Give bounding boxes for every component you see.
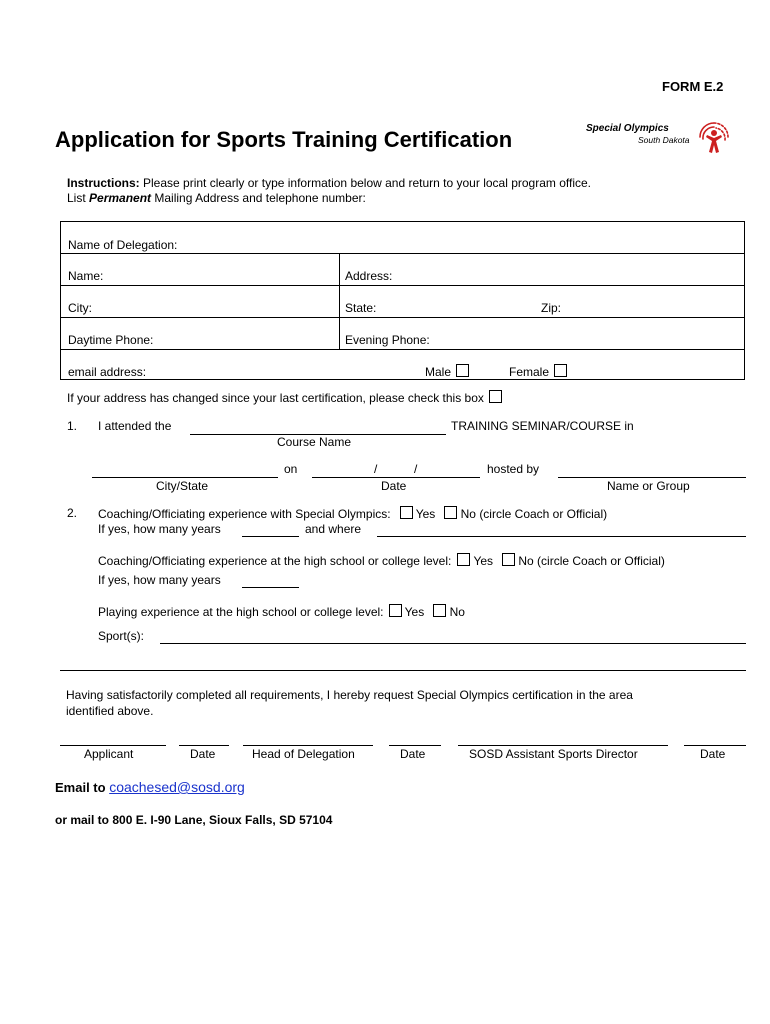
hs-coaching-no-checkbox[interactable]: [502, 553, 515, 566]
female-label: Female: [509, 365, 550, 379]
section1-number: 1.: [67, 419, 78, 433]
city-label[interactable]: City:: [68, 301, 92, 315]
on-text: on: [284, 462, 298, 476]
instructions-line2-before: List: [67, 191, 90, 205]
table-divider: [61, 285, 744, 286]
table-divider: [61, 349, 744, 350]
female-option[interactable]: [509, 364, 567, 379]
delegation-label[interactable]: Name of Delegation:: [68, 238, 178, 252]
so-where-field[interactable]: [377, 536, 746, 537]
instructions-line2-after: Mailing Address and telephone number:: [151, 191, 366, 205]
director-date-line[interactable]: [684, 745, 746, 746]
so-years-label: If yes, how many years: [98, 522, 221, 536]
section-divider: [60, 670, 746, 671]
director-caption: SOSD Assistant Sports Director: [469, 747, 638, 761]
so-coaching-question: Coaching/Officiating experience with Special Olympics:: [98, 507, 391, 521]
course-name-caption: Course Name: [277, 435, 352, 449]
table-column-divider: [339, 253, 340, 349]
email-prefix: Email to: [55, 780, 110, 795]
date-caption: Date: [381, 479, 407, 493]
zip-label[interactable]: Zip:: [541, 301, 562, 315]
seminar-text: TRAINING SEMINAR/COURSE in: [451, 419, 634, 433]
hs-years-label: If yes, how many years: [98, 573, 221, 587]
sports-label: Sport(s):: [98, 629, 145, 643]
table-divider: [61, 317, 744, 318]
applicant-date-caption: Date: [190, 747, 216, 761]
director-signature-line[interactable]: [458, 745, 668, 746]
playing-yes-label: Yes: [404, 605, 425, 619]
form-id: FORM E.2: [662, 79, 724, 94]
instructions-text: Please print clearly or type information below and return to your local program office.: [143, 176, 592, 190]
hs-coaching-question: Coaching/Officiating experience at the high school or college level:: [98, 554, 452, 568]
special-olympics-logo: [586, 117, 736, 159]
male-label: Male: [425, 365, 452, 379]
so-coaching-yes-checkbox[interactable]: [400, 506, 413, 519]
head-delegation-caption: Head of Delegation: [252, 747, 355, 761]
director-date-caption: Date: [700, 747, 726, 761]
hs-coaching-no-label: No (circle Coach or Official): [518, 554, 665, 568]
so-coaching-no-checkbox[interactable]: [444, 506, 457, 519]
date-slash-1: /: [374, 462, 378, 476]
instructions-emphasis: Permanent: [89, 191, 152, 205]
instructions-label: Instructions:: [67, 176, 140, 190]
playing-question: Playing experience at the high school or college level:: [98, 605, 384, 619]
email-row: [55, 779, 245, 797]
city-state-caption: City/State: [156, 479, 209, 493]
certification-statement-line2: identified above.: [66, 704, 154, 718]
applicant-caption: Applicant: [84, 747, 134, 761]
page-title: Application for Sports Training Certification: [55, 127, 513, 152]
male-checkbox[interactable]: [456, 364, 469, 377]
hs-years-field[interactable]: [242, 587, 299, 588]
contact-info-table: [60, 221, 745, 380]
head-delegation-signature-line[interactable]: [243, 745, 373, 746]
email-label[interactable]: email address:: [68, 365, 147, 379]
address-changed-checkbox[interactable]: [489, 390, 502, 403]
hs-coaching-row: [98, 553, 665, 568]
name-group-caption: Name or Group: [607, 479, 690, 493]
head-delegation-date-caption: Date: [400, 747, 426, 761]
special-olympics-figure-icon: [694, 117, 734, 157]
sports-field[interactable]: [160, 643, 746, 644]
male-option[interactable]: [425, 364, 469, 379]
attended-text: I attended the: [98, 419, 172, 433]
so-years-field[interactable]: [242, 536, 299, 537]
table-divider: [61, 253, 744, 254]
playing-row: [98, 604, 465, 619]
address-changed-text: If your address has changed since your last certification, please check this box: [67, 391, 484, 405]
address-label[interactable]: Address:: [345, 269, 393, 283]
hs-coaching-yes-label: Yes: [473, 554, 494, 568]
logo-text-line1: Special Olympics: [586, 123, 669, 134]
date-slash-2: /: [414, 462, 418, 476]
evening-phone-label[interactable]: Evening Phone:: [345, 333, 430, 347]
email-link[interactable]: coachesed@sosd.org: [109, 779, 245, 795]
female-checkbox[interactable]: [554, 364, 567, 377]
daytime-phone-label[interactable]: Daytime Phone:: [68, 333, 154, 347]
city-state-field[interactable]: [92, 477, 278, 478]
logo-text-line2: South Dakota: [638, 135, 690, 145]
mail-address: or mail to 800 E. I-90 Lane, Sioux Falls, SD 57104: [55, 813, 333, 827]
so-coaching-no-label: No (circle Coach or Official): [460, 507, 608, 521]
so-coaching-yes-label: Yes: [415, 507, 436, 521]
so-coaching-row: [98, 506, 607, 521]
hs-coaching-yes-checkbox[interactable]: [457, 553, 470, 566]
playing-no-checkbox[interactable]: [433, 604, 446, 617]
instructions-line1: [67, 176, 591, 190]
applicant-signature-line[interactable]: [60, 745, 166, 746]
applicant-date-line[interactable]: [179, 745, 229, 746]
playing-no-label: No: [449, 605, 465, 619]
hosted-by-text: hosted by: [487, 462, 540, 476]
head-delegation-date-line[interactable]: [389, 745, 441, 746]
name-label[interactable]: Name:: [68, 269, 104, 283]
state-label[interactable]: State:: [345, 301, 377, 315]
address-changed-row[interactable]: [67, 390, 502, 405]
certification-statement: Having satisfactorily completed all requirements, I hereby request Special Olympics certification in the area: [66, 688, 633, 702]
date-field[interactable]: [312, 477, 480, 478]
playing-yes-checkbox[interactable]: [389, 604, 402, 617]
instructions-line2: [67, 191, 366, 205]
host-name-field[interactable]: [558, 477, 746, 478]
and-where-label: and where: [305, 522, 362, 536]
section2-number: 2.: [67, 506, 78, 520]
